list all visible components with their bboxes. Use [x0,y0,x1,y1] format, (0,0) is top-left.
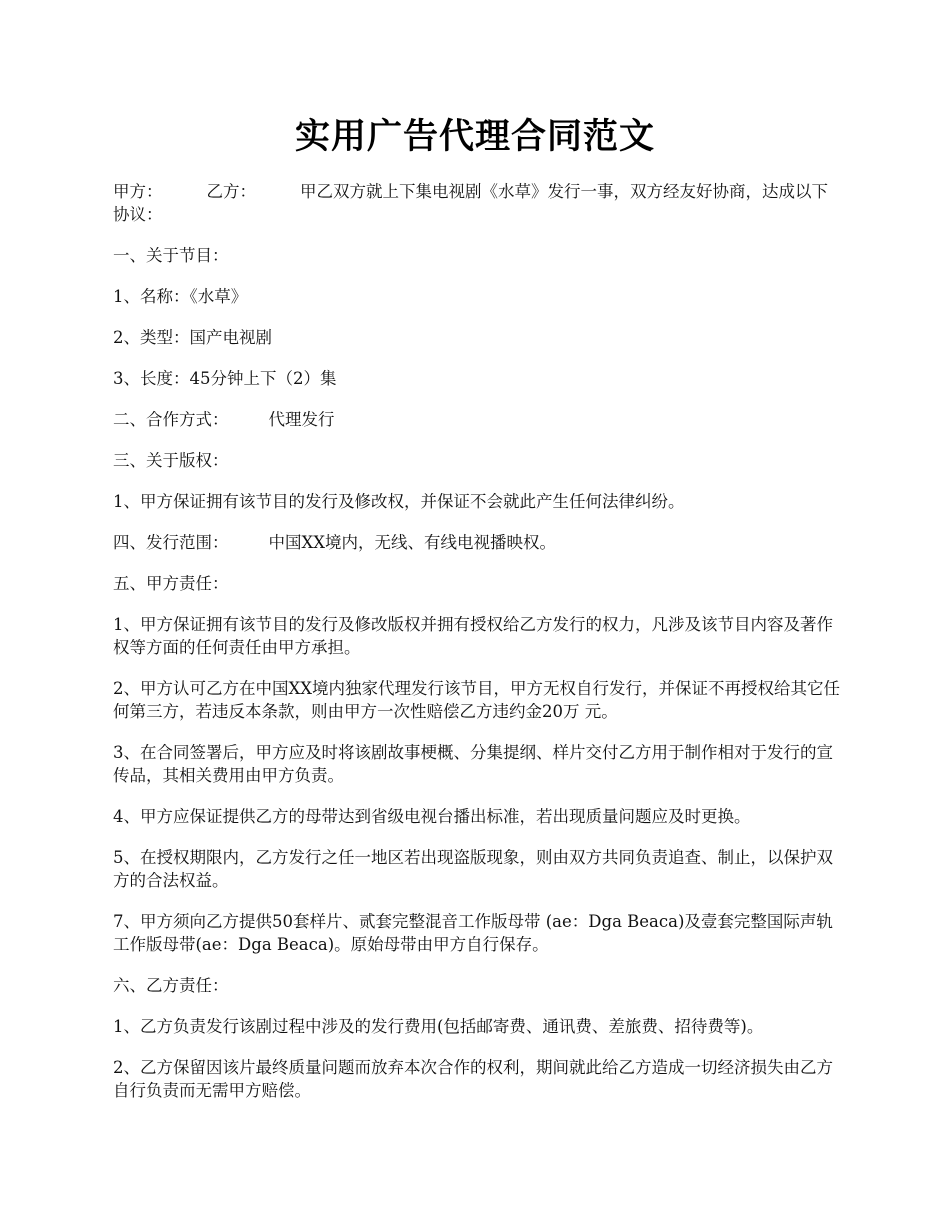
intro-text: 甲乙双方就上下集电视剧《水草》发行一事，双方经友好协商，达成以下协议： [113,182,828,224]
intro-paragraph [113,180,843,226]
section-3-item-1: 1、甲方保证拥有该节目的发行及修改权，并保证不会就此产生任何法律纠纷。 [113,492,685,511]
section-2-label: 二、合作方式： [113,410,229,429]
section-5-heading: 五、甲方责任： [113,574,229,593]
section-6-item-1: 1、乙方负责发行该剧过程中涉及的发行费用(包括邮寄费、通讯费、差旅费、招待费等)。 [113,1017,764,1036]
party-b-label: 乙方： [206,182,256,201]
party-a-label: 甲方： [113,182,163,201]
section-1-item-3: 3、长度：45分钟上下（2）集 [113,369,337,388]
section-5-item-5: 5、在授权期限内，乙方发行之任一地区若出现盗版现象，则由双方共同负责追查、制止，以保护双方的合法权益。 [113,848,833,890]
section-1-item-2: 2、类型：国产电视剧 [113,328,272,347]
section-1-heading: 一、关于节目： [113,246,229,265]
section-4-label: 四、发行范围： [113,533,229,552]
section-4-value: 中国XX境内，无线、有线电视播映权。 [268,533,556,552]
section-6-heading: 六、乙方责任： [113,976,229,995]
section-5-item-3: 3、在合同签署后，甲方应及时将该剧故事梗概、分集提纲、样片交付乙方用于制作相对于发行的宣传品，其相关费用由甲方负责。 [113,743,833,785]
section-5-item-1: 1、甲方保证拥有该节目的发行及修改版权并拥有授权给乙方发行的权力，凡涉及该节目内容及著作权等方面的任何责任由甲方承担。 [113,615,833,657]
document-title: 实用广告代理合同范文 [294,116,655,157]
section-5-item-2: 2、甲方认可乙方在中国XX境内独家代理发行该节目，甲方无权自行发行，并保证不再授权给其它任何第三方，若违反本条款，则由甲方一次性赔偿乙方违约金20万 元。 [113,679,840,721]
section-5-item-7: 7、甲方须向乙方提供50套样片、贰套完整混音工作版母带 (ae：Dga Beaca)及壹套完整国际声轨工作版母带(ae：Dga Beaca)。原始母带由甲方自行保存。 [113,912,833,954]
section-2-line [113,408,843,431]
section-1-item-1: 1、名称：《水草》 [113,287,248,306]
section-6-item-2: 2、乙方保留因该片最终质量问题而放弃本次合作的权利，期间就此给乙方造成一切经济损失由乙方自行负责而无需甲方赔偿。 [113,1058,833,1100]
section-3-heading: 三、关于版权： [113,451,229,470]
document-body [113,180,843,1120]
section-5-item-4: 4、甲方应保证提供乙方的母带达到省级电视台播出标准，若出现质量问题应及时更换。 [113,807,751,826]
section-4-line [113,531,843,554]
section-2-value: 代理发行 [268,410,335,429]
